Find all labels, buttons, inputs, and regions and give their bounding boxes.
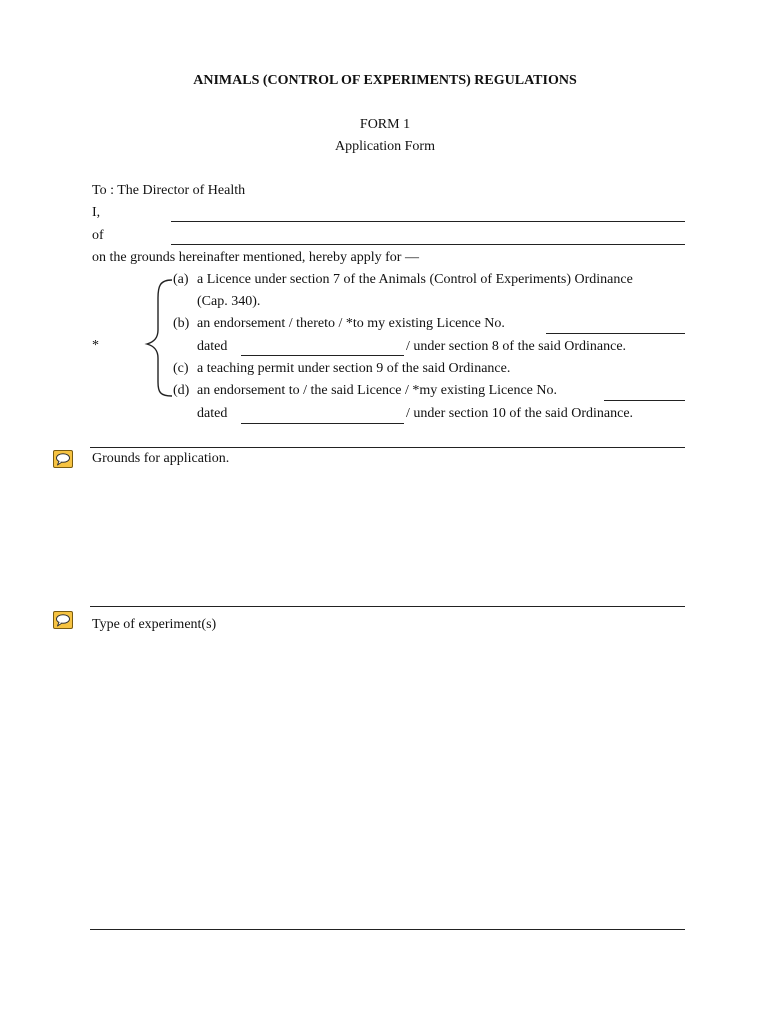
option-a-text-cont: (Cap. 340).	[197, 294, 261, 309]
asterisk-note: *	[92, 338, 99, 353]
to-line: To : The Director of Health	[92, 183, 246, 198]
type-field[interactable]	[90, 640, 685, 920]
option-b-section: / under section 8 of the said Ordinance.	[406, 339, 627, 354]
brace-icon	[144, 276, 176, 400]
divider-bottom	[90, 929, 685, 930]
option-c-label: (c)	[173, 361, 189, 376]
comment-icon[interactable]	[53, 450, 73, 468]
option-d-date-field[interactable]	[241, 423, 404, 424]
form-name: Application Form	[335, 139, 435, 154]
option-b-dated-label: dated	[197, 339, 228, 354]
divider-grounds	[90, 447, 685, 448]
option-c-text: a teaching permit under section 9 of the said Ordinance.	[197, 361, 511, 376]
option-b-text: an endorsement / thereto / *to my existing Licence No.	[197, 316, 505, 331]
grounds-intro: on the grounds hereinafter mentioned, hereby apply for —	[92, 250, 419, 265]
option-b-licence-no-field[interactable]	[546, 333, 685, 334]
option-b-date-field[interactable]	[241, 355, 404, 356]
grounds-label: Grounds for application.	[92, 451, 230, 466]
of-label: of	[92, 228, 104, 243]
comment-icon[interactable]	[53, 611, 73, 629]
option-d-section: / under section 10 of the said Ordinance.	[406, 406, 634, 421]
option-a-label: (a)	[173, 272, 189, 287]
option-d-label: (d)	[173, 383, 190, 398]
grounds-field[interactable]	[90, 470, 685, 600]
divider-type	[90, 606, 685, 607]
form-number: FORM 1	[359, 117, 411, 132]
option-d-licence-no-field[interactable]	[604, 400, 685, 401]
applicant-address-field[interactable]	[171, 244, 685, 245]
type-label: Type of experiment(s)	[92, 617, 217, 632]
form-title: ANIMALS (CONTROL OF EXPERIMENTS) REGULATIONS	[193, 73, 577, 88]
option-b-label: (b)	[173, 316, 190, 331]
option-d-dated-label: dated	[197, 406, 228, 421]
option-a-text: a Licence under section 7 of the Animals (Control of Experiments) Ordinance	[197, 272, 633, 287]
option-d-text: an endorsement to / the said Licence / *my existing Licence No.	[197, 383, 557, 398]
i-label: I,	[92, 205, 101, 220]
applicant-name-field[interactable]	[171, 221, 685, 222]
